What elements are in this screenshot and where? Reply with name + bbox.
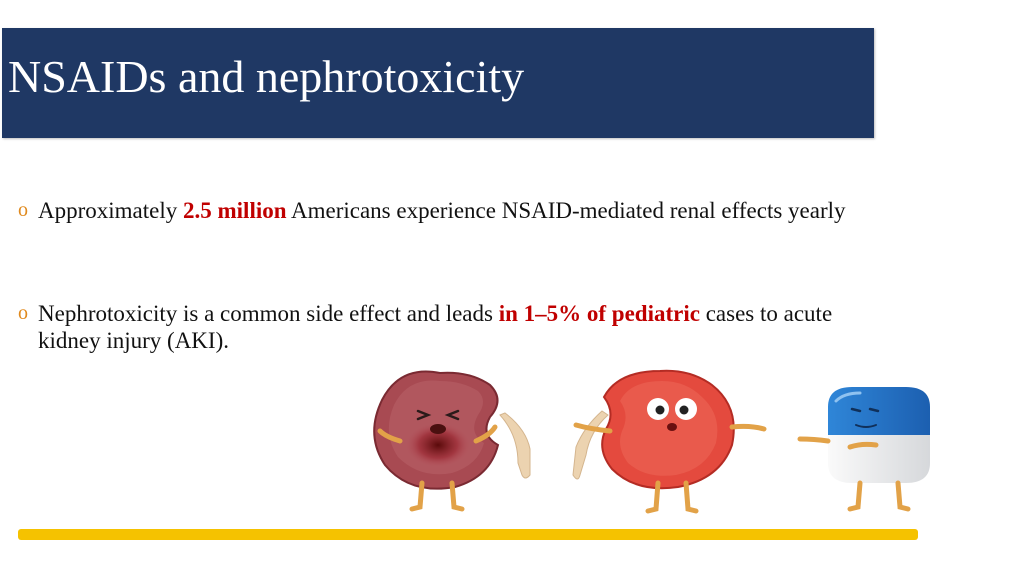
slide-title: NSAIDs and nephrotoxicity (8, 51, 525, 102)
bullet-text-after: cases to acute kidney injury (AKI). (38, 301, 833, 353)
sick-kidney-icon (374, 372, 530, 509)
bullet-highlight: in 1–5% of pediatric (498, 301, 700, 326)
accent-bar (18, 529, 918, 540)
healthy-kidney-icon (573, 371, 764, 511)
bullet-text (18, 197, 888, 224)
bullet-highlight: 2.5 million (183, 198, 287, 223)
bullet-marker: o (18, 199, 28, 221)
bullet-text-before: Nephrotoxicity is a common side effect and leads (38, 301, 499, 326)
pill-capsule-icon (800, 387, 930, 509)
bullet-text-before: Approximately (38, 198, 183, 223)
bullet-item-americans (18, 197, 888, 224)
kidney-illustration (340, 345, 980, 525)
bullet-marker: o (18, 302, 28, 324)
bullet-text-after: Americans experience NSAID-mediated renal effects yearly (286, 198, 846, 223)
